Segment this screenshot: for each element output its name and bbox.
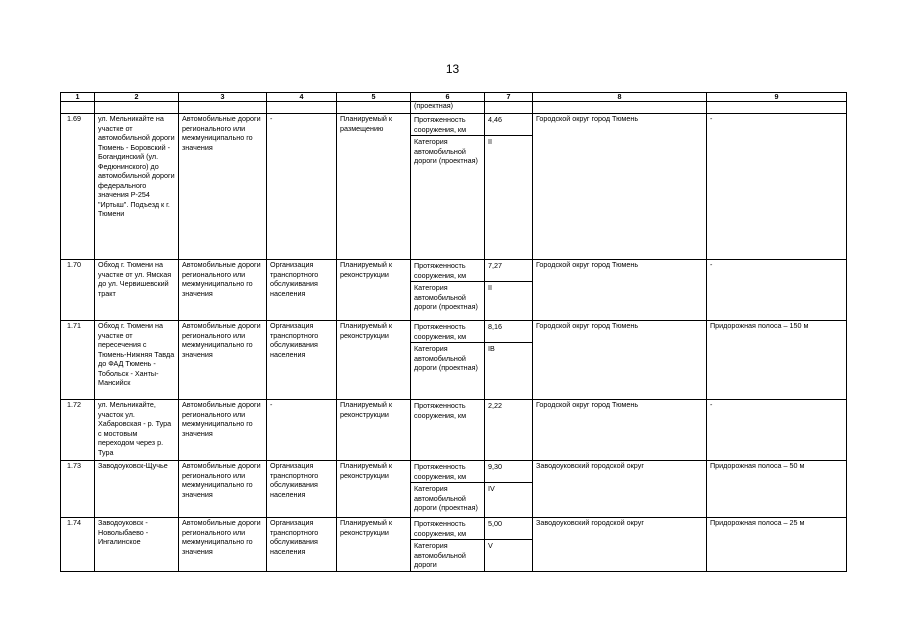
location-cell: Заводоуковский городской округ [533, 518, 707, 572]
parameter-value-cell [485, 518, 533, 572]
zone-cell: Придорожная полоса – 150 м [707, 321, 847, 400]
parameter-label: Категория автомобильной дороги [411, 539, 484, 571]
parameter-label: Протяженность сооружения, км [414, 261, 467, 280]
column-header: 3 [179, 93, 267, 102]
object-type-cell: Автомобильные дороги регионального или межмуниципально го значения [179, 400, 267, 461]
table-row [61, 400, 847, 461]
object-name-cell: Заводоуковск - Новолыбаево - Ингалинское [95, 518, 179, 572]
parameter-label: Протяженность сооружения, км [414, 322, 467, 341]
parameter-value: 9,30 [488, 462, 502, 471]
continuation-cell: (проектная) [411, 102, 485, 114]
object-status-cell: Планируемый к реконструкции [337, 260, 411, 321]
table-row [61, 260, 847, 321]
parameter-label: Протяженность сооружения, км [414, 519, 467, 538]
column-header: 7 [485, 93, 533, 102]
object-name-cell: Заводоуковск-Щучье [95, 461, 179, 518]
column-header: 2 [95, 93, 179, 102]
objects-table [60, 92, 847, 572]
parameter-value-cell [485, 260, 533, 321]
parameter-label: Протяженность сооружения, км [414, 401, 467, 420]
parameter-value: II [485, 135, 532, 148]
zone-cell: - [707, 114, 847, 260]
column-header: 4 [267, 93, 337, 102]
parameter-value-cell [485, 400, 533, 461]
object-type-cell: Автомобильные дороги регионального или межмуниципально го значения [179, 518, 267, 572]
table-row [61, 114, 847, 260]
parameter-label-cell [411, 321, 485, 400]
object-purpose-cell: Организация транспортного обслуживания населения [267, 518, 337, 572]
parameter-value: V [485, 539, 532, 552]
parameter-value: 8,16 [488, 322, 502, 331]
row-number-cell: 1.73 [61, 461, 95, 518]
parameter-label-cell [411, 114, 485, 260]
parameter-value: IV [485, 482, 532, 495]
location-cell: Городской округ город Тюмень [533, 114, 707, 260]
parameter-label-cell [411, 518, 485, 572]
location-cell: Городской округ город Тюмень [533, 260, 707, 321]
column-header: 6 [411, 93, 485, 102]
parameter-label: Протяженность сооружения, км [414, 462, 467, 481]
object-name-cell: Обход г. Тюмени на участке от ул. Ямская до ул. Червишевский тракт [95, 260, 179, 321]
location-cell: Городской округ город Тюмень [533, 400, 707, 461]
object-status-cell: Планируемый к реконструкции [337, 400, 411, 461]
parameter-label-cell [411, 461, 485, 518]
object-type-cell: Автомобильные дороги регионального или межмуниципально го значения [179, 114, 267, 260]
object-status-cell: Планируемый к реконструкции [337, 321, 411, 400]
object-name-cell: ул. Мельникайте на участке от автомобильной дороги Тюмень - Боровский - Богандинский (ул. Федюнинского) до автомобильной дороги федерального значения Р-254 "Иртыш". Подъезд к г. Тюмени [95, 114, 179, 260]
parameter-value: 7,27 [488, 261, 502, 270]
parameter-value-cell [485, 114, 533, 260]
column-header: 9 [707, 93, 847, 102]
column-header: 5 [337, 93, 411, 102]
object-type-cell: Автомобильные дороги регионального или межмуниципально го значения [179, 260, 267, 321]
page-number: 13 [445, 62, 460, 76]
table-row [61, 321, 847, 400]
continuation-row [61, 102, 847, 114]
zone-cell: - [707, 260, 847, 321]
row-number-cell: 1.71 [61, 321, 95, 400]
header-row [61, 93, 847, 102]
parameter-value: II [485, 281, 532, 294]
zone-cell: Придорожная полоса – 25 м [707, 518, 847, 572]
parameter-value: IB [485, 342, 532, 355]
object-status-cell: Планируемый к реконструкции [337, 518, 411, 572]
object-purpose-cell: - [267, 400, 337, 461]
parameter-label-cell [411, 400, 485, 461]
location-cell: Городской округ город Тюмень [533, 321, 707, 400]
row-number-cell: 1.74 [61, 518, 95, 572]
parameter-label: Категория автомобильной дороги (проектная) [411, 342, 484, 374]
parameter-label-cell [411, 260, 485, 321]
row-number-cell: 1.70 [61, 260, 95, 321]
parameter-label: Категория автомобильной дороги (проектная) [411, 281, 484, 313]
object-name-cell: ул. Мельникайте, участок ул. Хабаровская - р. Тура с мостовым переходом через р. Тура [95, 400, 179, 461]
table-row [61, 518, 847, 572]
parameter-value: 4,46 [488, 115, 502, 124]
object-type-cell: Автомобильные дороги регионального или межмуниципально го значения [179, 321, 267, 400]
parameter-label: Категория автомобильной дороги (проектная) [411, 482, 484, 514]
parameter-value: 2,22 [488, 401, 502, 410]
column-header: 1 [61, 93, 95, 102]
object-name-cell: Обход г. Тюмени на участке от пересечения с Тюмень-Нижняя Тавда до ФАД Тюмень - Тобольск - Ханты-Мансийск [95, 321, 179, 400]
table-row [61, 461, 847, 518]
parameter-label: Протяженность сооружения, км [414, 115, 467, 134]
object-type-cell: Автомобильные дороги регионального или межмуниципально го значения [179, 461, 267, 518]
zone-cell: - [707, 400, 847, 461]
zone-cell: Придорожная полоса – 50 м [707, 461, 847, 518]
column-header: 8 [533, 93, 707, 102]
object-purpose-cell: Организация транспортного обслуживания населения [267, 461, 337, 518]
parameter-value-cell [485, 321, 533, 400]
row-number-cell: 1.72 [61, 400, 95, 461]
parameter-value-cell [485, 461, 533, 518]
location-cell: Заводоуковский городской округ [533, 461, 707, 518]
object-status-cell: Планируемый к реконструкции [337, 461, 411, 518]
object-purpose-cell: Организация транспортного обслуживания населения [267, 260, 337, 321]
object-status-cell: Планируемый к размещению [337, 114, 411, 260]
object-purpose-cell: Организация транспортного обслуживания населения [267, 321, 337, 400]
object-purpose-cell: - [267, 114, 337, 260]
row-number-cell: 1.69 [61, 114, 95, 260]
parameter-value: 5,00 [488, 519, 502, 528]
parameter-label: Категория автомобильной дороги (проектная) [411, 135, 484, 167]
